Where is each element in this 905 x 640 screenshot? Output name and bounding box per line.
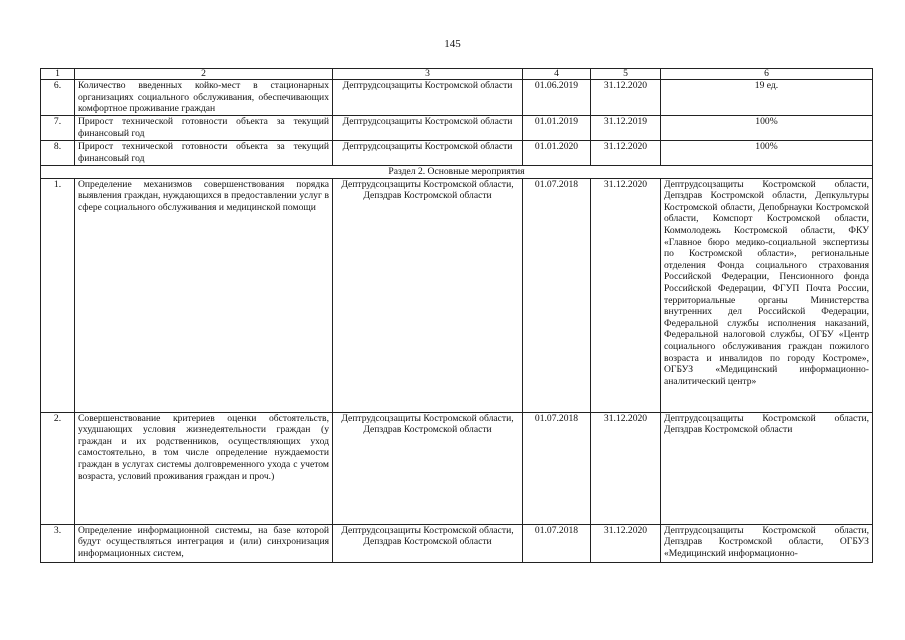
page-number: 145 bbox=[444, 38, 461, 50]
row-number: 1. bbox=[41, 178, 75, 412]
row-result: 100% bbox=[661, 116, 873, 141]
header-cell: 4 bbox=[523, 69, 591, 80]
row-start-date: 01.07.2018 bbox=[523, 178, 591, 412]
header-cell: 1 bbox=[41, 69, 75, 80]
row-description: Прирост технической готовности объекта за текущий финансовый год bbox=[75, 116, 333, 141]
row-number: 6. bbox=[41, 80, 75, 116]
row-number: 3. bbox=[41, 524, 75, 562]
row-description: Совершенствование критериев оценки обстоятельств, ухудшающих условия жизнедеятельности граждан (у граждан и их родственников, осуществляющих уход самостоятельно, в том числе определение нуждаемости граждан в услугах системы долговременного ухода с учетом возраста, условий проживания граждан и проч.) bbox=[75, 412, 333, 524]
header-cell: 6 bbox=[661, 69, 873, 80]
row-description: Прирост технической готовности объекта за текущий финансовый год bbox=[75, 141, 333, 166]
row-organization: Дептрудсоцзащиты Костромской области bbox=[333, 116, 523, 141]
row-organization: Дептрудсоцзащиты Костромской области bbox=[333, 141, 523, 166]
row-end-date: 31.12.2020 bbox=[591, 80, 661, 116]
row-description: Определение механизмов совершенствования порядка выявления граждан, нуждающихся в предоставлении услуг в сфере социального обслуживания и медицинской помощи bbox=[75, 178, 333, 412]
row-partners: Дептрудсоцзащиты Костромской области, Депздрав Костромской области, ОГБУЗ «Медицинский информационно- bbox=[661, 524, 873, 562]
table-row bbox=[41, 524, 873, 562]
row-result: 100% bbox=[661, 141, 873, 166]
table-row bbox=[41, 178, 873, 412]
row-start-date: 01.01.2019 bbox=[523, 116, 591, 141]
row-partners: Дептрудсоцзащиты Костромской области, Депздрав Костромской области bbox=[661, 412, 873, 524]
section-row bbox=[41, 166, 873, 179]
header-cell: 2 bbox=[75, 69, 333, 80]
measures-table bbox=[40, 68, 873, 563]
row-start-date: 01.01.2020 bbox=[523, 141, 591, 166]
row-start-date: 01.06.2019 bbox=[523, 80, 591, 116]
row-number: 8. bbox=[41, 141, 75, 166]
table-row bbox=[41, 141, 873, 166]
row-organization: Дептрудсоцзащиты Костромской области, Депздрав Костромской области bbox=[333, 524, 523, 562]
row-number: 7. bbox=[41, 116, 75, 141]
header-cell: 3 bbox=[333, 69, 523, 80]
row-end-date: 31.12.2020 bbox=[591, 141, 661, 166]
table-row bbox=[41, 116, 873, 141]
row-description: Определение информационной системы, на базе которой будут осуществляться интеграция и (или) синхронизация информационных систем, bbox=[75, 524, 333, 562]
section-title: Раздел 2. Основные мероприятия bbox=[41, 166, 873, 179]
row-organization: Дептрудсоцзащиты Костромской области bbox=[333, 80, 523, 116]
row-organization: Дептрудсоцзащиты Костромской области, Депздрав Костромской области bbox=[333, 178, 523, 412]
row-start-date: 01.07.2018 bbox=[523, 524, 591, 562]
table-header-row bbox=[41, 69, 873, 80]
table-row bbox=[41, 80, 873, 116]
row-end-date: 31.12.2020 bbox=[591, 412, 661, 524]
header-cell: 5 bbox=[591, 69, 661, 80]
row-start-date: 01.07.2018 bbox=[523, 412, 591, 524]
table-row bbox=[41, 412, 873, 524]
row-result: 19 ед. bbox=[661, 80, 873, 116]
row-organization: Дептрудсоцзащиты Костромской области, Депздрав Костромской области bbox=[333, 412, 523, 524]
row-number: 2. bbox=[41, 412, 75, 524]
row-end-date: 31.12.2019 bbox=[591, 116, 661, 141]
row-end-date: 31.12.2020 bbox=[591, 178, 661, 412]
row-description: Количество введенных койко-мест в стационарных организациях социального обслуживания, обеспечивающих комфортное проживание граждан bbox=[75, 80, 333, 116]
row-partners: Дептрудсоцзащиты Костромской области, Депздрав Костромской области, Депкультуры Костромской области, Депобрнауки Костромской области, Комспорт Костромской области, Коммолодежь Костромской области, ФКУ «Главное бюро медико-социальной экспертизы по Костромской области», региональные отделения Фонда социального страхования Российской Федерации, Пенсионного фонда Российской Федерации, ФГУП Почта России, территориальные органы Министерства внутренних дел Российской Федерации, Федеральной службы исполнения наказаний, Федеральной налоговой службы, ОГБУ «Центр социального обслуживания граждан пожилого возраста и инвалидов по городу Костроме», ОГБУЗ «Медицинский информационно-аналитический центр» bbox=[661, 178, 873, 412]
row-end-date: 31.12.2020 bbox=[591, 524, 661, 562]
